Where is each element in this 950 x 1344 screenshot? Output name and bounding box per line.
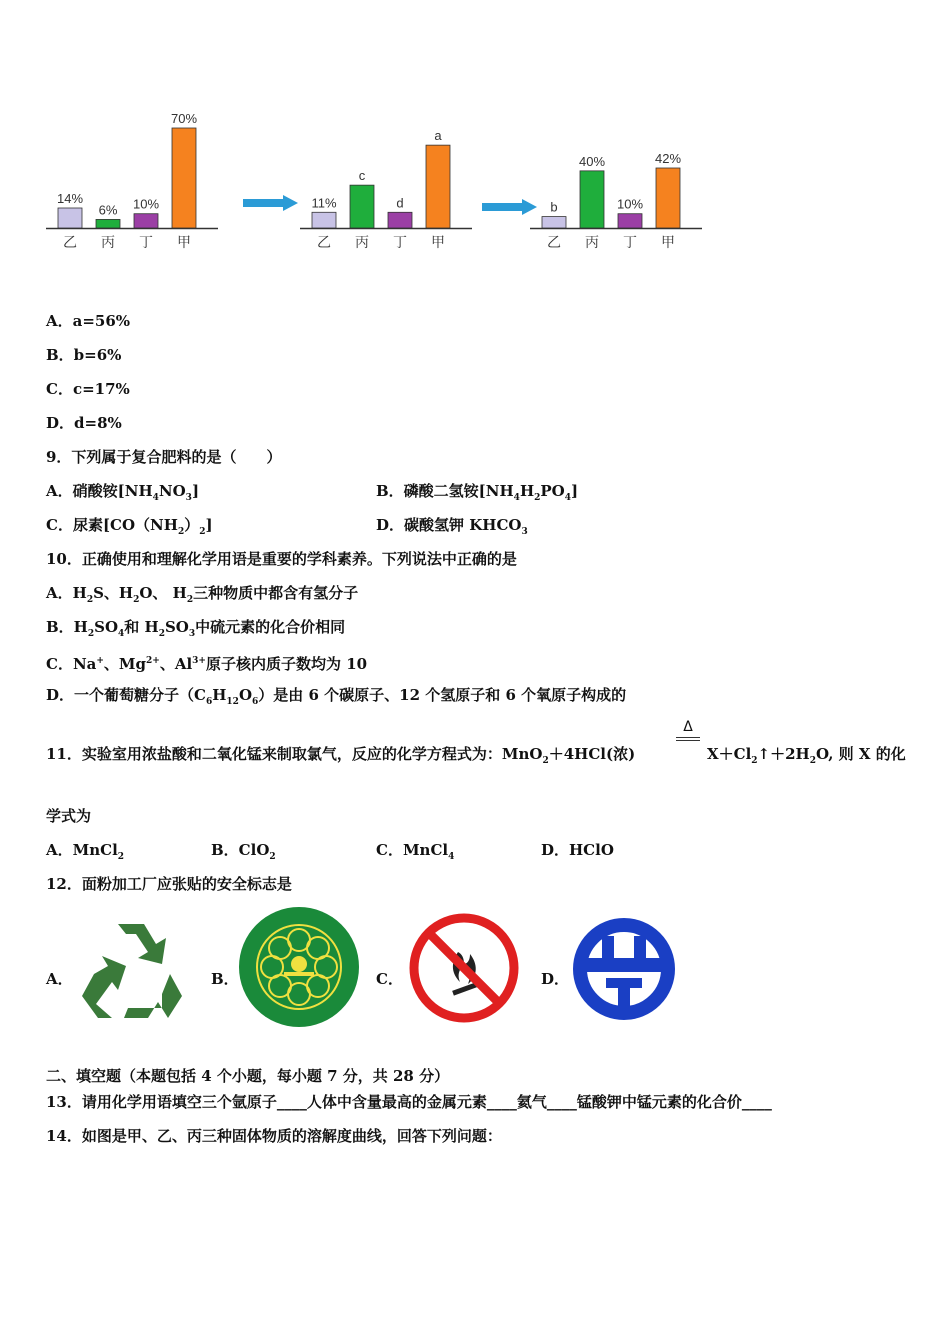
q8-option-d: D．d=8% [46, 414, 122, 432]
quality-certification-icon [572, 916, 676, 1026]
q10-option-c: C．Na+、$Mg^{2+}$、$Al^{3+}$原子核内质子数均为 10 [46, 655, 368, 673]
section-2-heading: 二、填空题（本题包括 4 个小题，每小题 7 分，共 28 分） [46, 1067, 450, 1085]
q12-stem: 12．面粉加工厂应张贴的安全标志是 [46, 875, 292, 893]
q11-stem-right: $X+Cl_2↑+2H_2O$, 则 X 的化 [707, 745, 906, 766]
bar-value-label: 6% [98, 202, 118, 218]
q11-option-b: B．ClO$_2$ [211, 841, 276, 862]
bar-chart-1-svg [46, 100, 226, 260]
bar-value-label: b [550, 199, 558, 215]
q8-option-b: B．b=6% [46, 346, 122, 364]
bar-value-label: 40% [578, 153, 606, 169]
delta-symbol: Δ [683, 719, 693, 735]
bar-value-label: a [434, 128, 442, 144]
bar-丁 [618, 214, 642, 228]
bar-甲 [656, 168, 680, 228]
q12-option-d-label: D． [541, 970, 570, 988]
q10-stem: 10．正确使用和理解化学用语是重要的学科素养。下列说法中正确的是 [46, 550, 517, 568]
q9-stem: 9．下列属于复合肥料的是（ ） [46, 448, 282, 466]
bar-丙 [350, 185, 374, 228]
q11-option-c: C．MnCl$_4$ [376, 841, 455, 862]
q8-option-c: C．c=17% [46, 380, 130, 398]
q12-option-b-label: B． [211, 970, 239, 988]
q10-option-b: B．$H_2SO_4$和 $H_2SO_3$中硫元素的化合价相同 [46, 618, 346, 639]
q11-option-a: A．MnCl$_2$ [46, 841, 125, 862]
bar-chart-3 [530, 100, 710, 264]
bar-chart-3-svg [530, 100, 710, 260]
q9-option-d: D．碳酸氢钾 $KHCO_3$ [376, 516, 528, 537]
bar-value-label: 10% [616, 196, 644, 212]
bar-丁 [134, 214, 158, 228]
bar-chart-2-svg [300, 100, 480, 260]
bar-value-label: 70% [170, 111, 198, 126]
category-label: 乙 [547, 234, 561, 250]
category-label: 甲 [431, 234, 445, 250]
category-label: 丁 [393, 234, 407, 250]
q9-option-a: A．硝酸铵$[NH_4NO_3]$ [46, 482, 200, 503]
bar-value-label: c [358, 168, 366, 184]
q13-stem: 13．请用化学用语填空三个氩原子____人体中含量最高的金属元素____氦气____锰酸钾中锰元素的化合价____ [46, 1093, 772, 1111]
category-label: 丙 [355, 234, 369, 250]
category-label: 丁 [139, 234, 153, 250]
bar-丁 [388, 212, 412, 228]
category-label: 乙 [317, 234, 331, 250]
bar-丙 [580, 171, 604, 228]
bar-value-label: d [396, 195, 404, 211]
category-label: 丁 [623, 234, 637, 250]
environmental-label-icon [238, 906, 360, 1032]
recycle-icon [78, 918, 186, 1028]
reaction-condition-heat [676, 719, 700, 741]
category-label: 丙 [101, 234, 115, 250]
bar-value-label: 10% [132, 196, 160, 212]
q11-stem: 11．实验室用浓盐酸和二氧化锰来制取氯气，反应的化学方程式为：MnO$_2$＋4HCl(浓) [46, 745, 636, 766]
no-fire-icon [408, 912, 520, 1028]
bar-value-label: 14% [56, 191, 84, 206]
q11-option-d: D．HClO [541, 841, 614, 859]
q12-option-a-label: A． [46, 970, 73, 988]
bar-chart-2 [300, 100, 480, 264]
q11-stem-cont: 学式为 [46, 807, 92, 825]
bar-甲 [172, 128, 196, 228]
q10-option-a: A．$H_2S$、$H_2O$、 $H_2$三种物质中都含有氢分子 [46, 584, 359, 605]
arrow-right-icon [243, 195, 299, 215]
q10-option-d: D．一个葡萄糖分子$(C_6H_{12}O_6)$是由 6 个碳原子、12 个氢原子和 6 个氧原子构成的 [46, 686, 627, 707]
bar-乙 [58, 208, 82, 228]
category-label: 丙 [585, 234, 599, 250]
category-label: 乙 [63, 234, 77, 250]
bar-chart-1 [46, 100, 226, 264]
q12-option-c-label: C． [376, 970, 403, 988]
category-label: 甲 [177, 234, 191, 250]
q9-option-c: C．尿素$[CO(NH_2)_2]$ [46, 516, 213, 537]
q8-option-a: A．a=56% [46, 312, 131, 330]
category-label: 甲 [661, 234, 675, 250]
bar-丙 [96, 219, 120, 228]
q14-stem: 14．如图是甲、乙、丙三种固体物质的溶解度曲线，回答下列问题： [46, 1127, 502, 1145]
q9-option-b: B．磷酸二氢铵$[NH_4H_2PO_4]$ [376, 482, 579, 503]
bar-乙 [312, 212, 336, 228]
bar-value-label: 11% [311, 195, 337, 211]
bar-甲 [426, 145, 450, 228]
equals-sign [676, 737, 700, 741]
bar-乙 [542, 217, 566, 228]
bar-value-label: 42% [654, 151, 682, 166]
